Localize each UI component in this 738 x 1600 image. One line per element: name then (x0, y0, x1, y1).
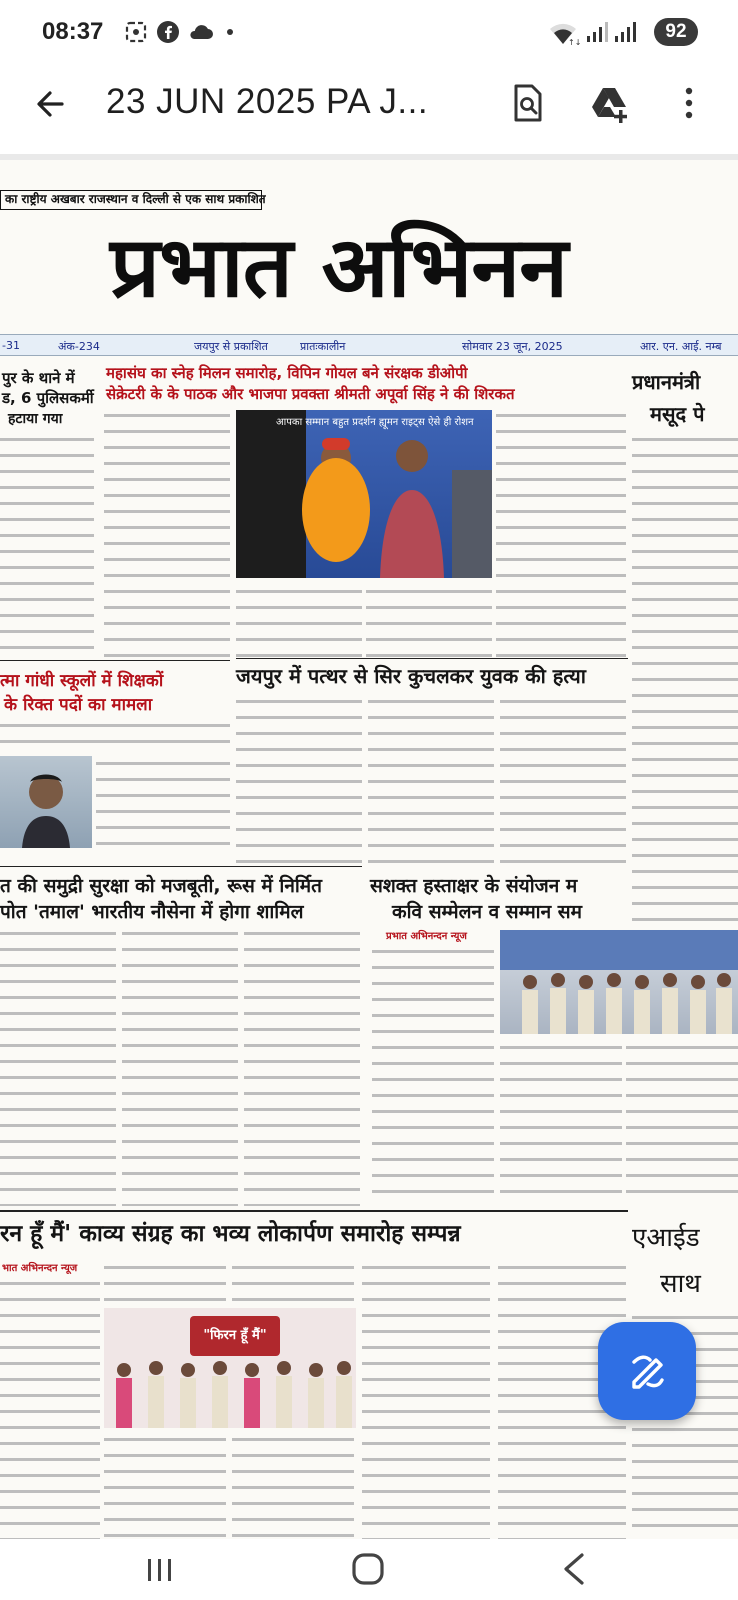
story2-text (236, 694, 626, 864)
main-story-text-3 (366, 584, 492, 658)
story5-text-2 (104, 1260, 356, 1304)
battery-indicator: 92 (654, 18, 698, 46)
add-to-drive-button[interactable] (586, 80, 632, 126)
story4-text-3 (626, 1040, 738, 1206)
main-story-text-2 (236, 584, 362, 658)
story3-text (0, 926, 362, 1206)
story5-text-4 (362, 1260, 628, 1539)
dateline-year: -31 (2, 339, 20, 352)
story4-photo (500, 930, 738, 1034)
story5-text-3 (104, 1432, 356, 1539)
dot-icon (225, 20, 235, 44)
main-story-text-1 (104, 408, 230, 658)
main-story-text-4 (496, 408, 626, 658)
svg-text:↑↓: ↑↓ (568, 38, 582, 47)
back-arrow-icon[interactable] (28, 82, 72, 126)
story4-headline-1: सशक्त हस्ताक्षर के संयोजन म (370, 875, 578, 897)
signal-icon-2 (613, 20, 637, 44)
left-column-text (0, 432, 94, 657)
right-headline-4: साथ (660, 1269, 701, 1299)
app-bar (0, 64, 738, 154)
home-icon[interactable] (338, 1547, 398, 1591)
story4-byline: प्रभात अभिनन्दन न्यूज (386, 931, 467, 942)
photo-banner-text: आपका सम्मान बहुत प्रदर्शन ह्यूमन राइट्स ऐसे ही रोशन (276, 417, 474, 428)
search-in-document-button[interactable] (504, 80, 550, 126)
right-headline-3: एआईड (632, 1223, 700, 1253)
status-bar (0, 0, 738, 64)
signal-icon (585, 20, 609, 44)
left-headline-2b: के रिक्त पदों का मामला (4, 695, 153, 715)
story5-photo (104, 1308, 356, 1428)
dateline-date: सोमवार 23 जून, 2025 (462, 340, 563, 353)
divider (0, 660, 230, 661)
story3-headline-1: त की समुद्री सुरक्षा को मजबूती, रूस में निर्मित (0, 875, 322, 897)
left-headline-2a: त्मा गांधी स्कूलों में शिक्षकों (0, 671, 164, 691)
facebook-icon (156, 20, 180, 44)
back-nav-icon[interactable] (544, 1547, 604, 1591)
document-title: 23 JUN 2025 PA J... (106, 82, 429, 121)
story4-text-2 (500, 1040, 622, 1206)
left-headline-1a: पुर के थाने में (2, 369, 75, 387)
status-time: 08:37 (42, 18, 104, 45)
pen-edit-icon (598, 1322, 696, 1420)
annotate-fab-button[interactable] (598, 1322, 696, 1420)
story5-text-1 (0, 1276, 100, 1539)
right-headline-1: प्रधानमंत्री (632, 370, 701, 394)
cloud-icon (187, 20, 215, 44)
story4-headline-2: कवि सम्मेलन व सम्मान सम (392, 901, 582, 923)
dateline-reg: आर. एन. आई. नम्ब (640, 340, 722, 353)
reporter-photo (0, 756, 92, 848)
book-banner: "फिरन हूँ मैं" (190, 1316, 280, 1356)
newspaper-tagline: का राष्ट्रीय अखबार राजस्थान व दिल्ली से एक साथ प्रकाशित (0, 190, 262, 210)
system-nav-bar (0, 1539, 738, 1600)
story2-headline: जयपुर में पत्थर से सिर कुचलकर युवक की हत्या (236, 664, 586, 688)
main-headline-1: महासंघ का स्नेह मिलन समारोह, विपिन गोयल बने संरक्षक डीओपी (106, 364, 468, 382)
story3-headline-2: पोत 'तमाल' भारतीय नौसेना में होगा शामिल (0, 901, 304, 923)
left-headline-1c: हटाया गया (8, 411, 63, 427)
divider (0, 1210, 628, 1212)
divider (236, 658, 628, 659)
wifi-icon (548, 20, 582, 47)
dateline-issue: अंक-234 (58, 340, 100, 353)
left-column-text-3 (96, 756, 230, 848)
story5-headline: रन हूँ मैं' काव्य संग्रह का भव्य लोकार्पण समारोह सम्पन्न (0, 1221, 461, 1247)
right-headline-2: मसूद पे (650, 402, 705, 426)
left-column-text-2 (0, 718, 230, 752)
story5-byline: भात अभिनन्दन न्यूज (2, 1263, 78, 1274)
dateline-edition: प्रातःकालीन (300, 340, 346, 353)
divider (0, 866, 362, 867)
left-headline-1b: ड, 6 पुलिसकर्मी (2, 389, 94, 407)
main-story-photo (236, 410, 492, 578)
story4-text (372, 944, 494, 1206)
recent-apps-icon[interactable] (130, 1547, 190, 1591)
more-options-icon[interactable] (666, 80, 712, 126)
newspaper-masthead: प्रभात अभिनन (110, 217, 568, 316)
screenshot-icon (124, 20, 148, 44)
dateline-place: जयपुर से प्रकाशित (194, 340, 268, 353)
main-headline-2: सेक्रेटरी के के पाठक और भाजपा प्रवक्ता श्रीमती अपूर्वा सिंह ने की शिरकत (106, 385, 515, 403)
dateline-bar (0, 334, 738, 356)
